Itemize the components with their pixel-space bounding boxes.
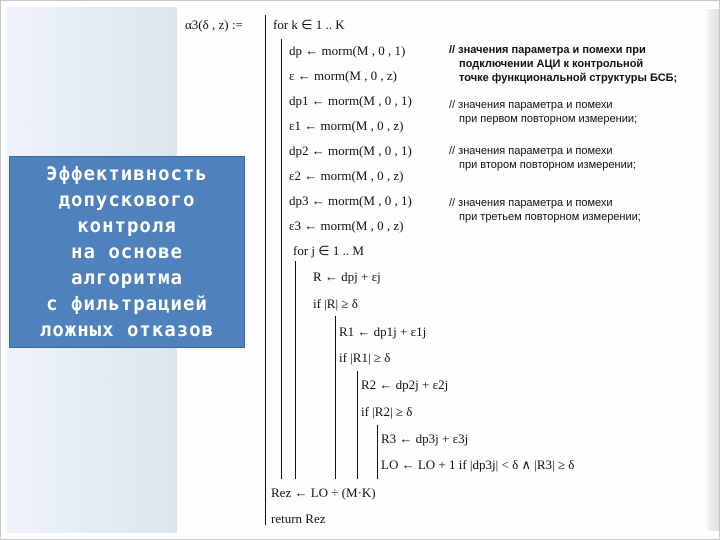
eps-line: ε ← morm(M , 0 , z) [289, 68, 397, 83]
comment-4a: // значения параметра и помехи [449, 197, 613, 209]
comment-3a: // значения параметра и помехи [449, 145, 613, 157]
eps2-line: ε2 ← morm(M , 0 , z) [289, 168, 404, 183]
comment-2a: // значения параметра и помехи [449, 99, 613, 111]
title-box [9, 156, 245, 348]
right-decor-edge [707, 9, 719, 531]
comment-4b: при третьем повторном измерении; [459, 211, 641, 223]
comment-3b: при втором повторном измерении; [459, 159, 636, 171]
comment-2b: при первом повторном измерении; [459, 113, 638, 125]
for-j-line: for j ∈ 1 .. M [293, 243, 364, 258]
rez-line: Rez ← LO ÷ (M·K) [271, 485, 376, 500]
return-line: return Rez [271, 511, 326, 526]
r2-line: R2 ← dp2j + ε2j [361, 377, 449, 392]
for-j-bracket [295, 261, 296, 479]
if-r2-bracket [377, 425, 378, 479]
r3-line: R3 ← dp3j + ε3j [381, 431, 469, 446]
dp2-line: dp2 ← morm(M , 0 , 1) [289, 143, 412, 158]
dp-line: dp ← morm(M , 0 , 1) [289, 43, 406, 58]
r1-line: R1 ← dp1j + ε1j [339, 324, 427, 339]
comment-1b: подключении АЦИ к контрольной [459, 58, 644, 70]
r-line: R ← dpj + εj [313, 269, 381, 284]
eps3-line: ε3 ← morm(M , 0 , z) [289, 218, 404, 233]
function-header: α3(δ , z) := [185, 17, 243, 32]
dp3-line: dp3 ← morm(M , 0 , 1) [289, 193, 412, 208]
if-r-line: if |R| ≥ δ [313, 296, 358, 311]
for-k-bracket [281, 39, 282, 479]
if-r2-line: if |R2| ≥ δ [361, 404, 413, 419]
lo-line: LO ← LO + 1 if |dp3j| < δ ∧ |R3| ≥ δ [381, 457, 575, 472]
comment-1c: точке функциональной структуры БСБ; [459, 72, 678, 84]
if-r1-bracket [357, 371, 358, 479]
dp1-line: dp1 ← morm(M , 0 , 1) [289, 93, 412, 108]
if-r-bracket [335, 316, 336, 479]
mathcad-program [177, 9, 707, 531]
comment-1a: // значения параметра и помехи при [449, 44, 646, 56]
if-r1-line: if |R1| ≥ δ [339, 350, 391, 365]
outer-bracket [265, 15, 266, 525]
eps1-line: ε1 ← morm(M , 0 , z) [289, 118, 404, 133]
slide-title: Эффективность допускового контроля на основе алгоритма с фильтрацией ложных отказов [39, 163, 215, 341]
for-k-line: for k ∈ 1 .. K [273, 17, 345, 32]
